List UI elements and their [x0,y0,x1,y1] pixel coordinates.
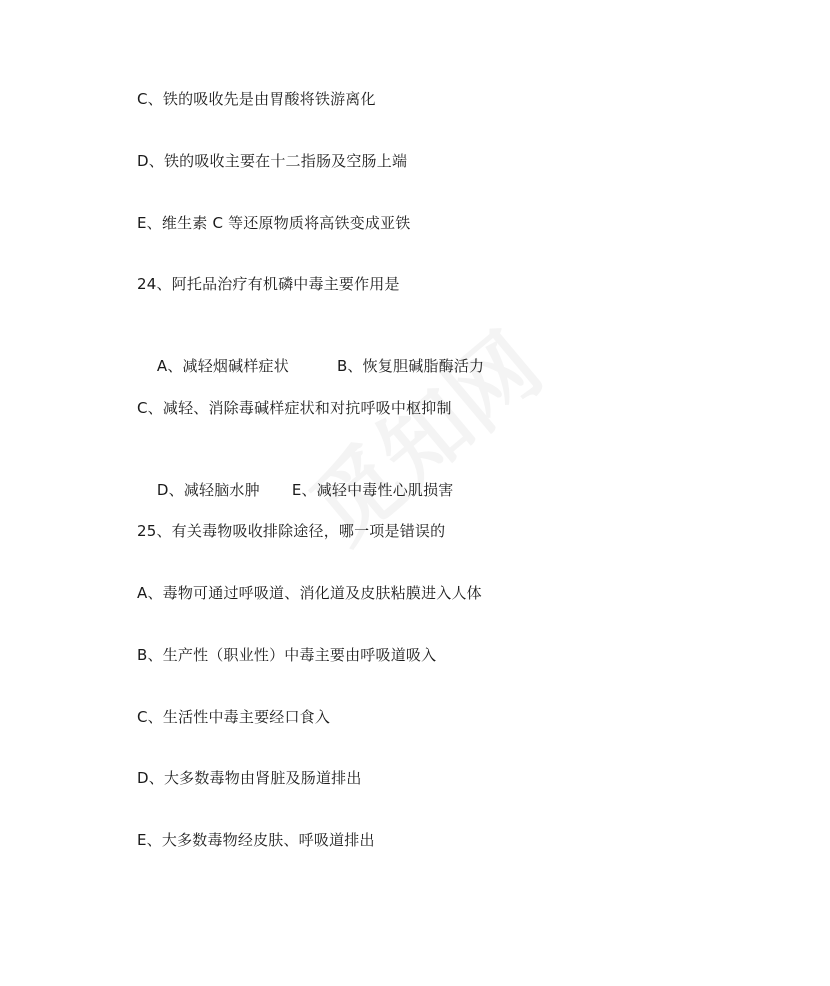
option-c-q24: C、减轻、消除毒碱样症状和对抗呼吸中枢抑制 [137,399,452,417]
option-a-q24: A、减轻烟碱样症状 [156,357,289,375]
option-b-q25: B、生产性（职业性）中毒主要由呼吸道吸入 [137,646,437,664]
options-de-q24 [137,460,454,520]
option-d-q24: D、减轻脑水肿 [156,481,260,499]
options-ab-q24 [137,336,484,396]
question-24: 24、阿托品治疗有机磷中毒主要作用是 [137,275,400,293]
option-d-q23: D、铁的吸收主要在十二指肠及空肠上端 [137,152,408,170]
option-e-q23: E、维生素 C 等还原物质将高铁变成亚铁 [137,214,411,232]
option-e-q24: E、减轻中毒性心肌损害 [291,481,454,499]
option-e-q25: E、大多数毒物经皮肤、呼吸道排出 [137,831,375,849]
question-25: 25、有关毒物吸收排除途径，哪一项是错误的 [137,522,446,540]
option-d-q25: D、大多数毒物由肾脏及肠道排出 [137,769,362,787]
option-a-q25: A、毒物可通过呼吸道、消化道及皮肤粘膜进入人体 [137,584,482,602]
option-c-q25: C、生活性中毒主要经口食入 [137,708,331,726]
option-b-q24: B、恢复胆碱脂酶活力 [336,357,485,375]
option-c-q23: C、铁的吸收先是由胃酸将铁游离化 [137,90,376,108]
